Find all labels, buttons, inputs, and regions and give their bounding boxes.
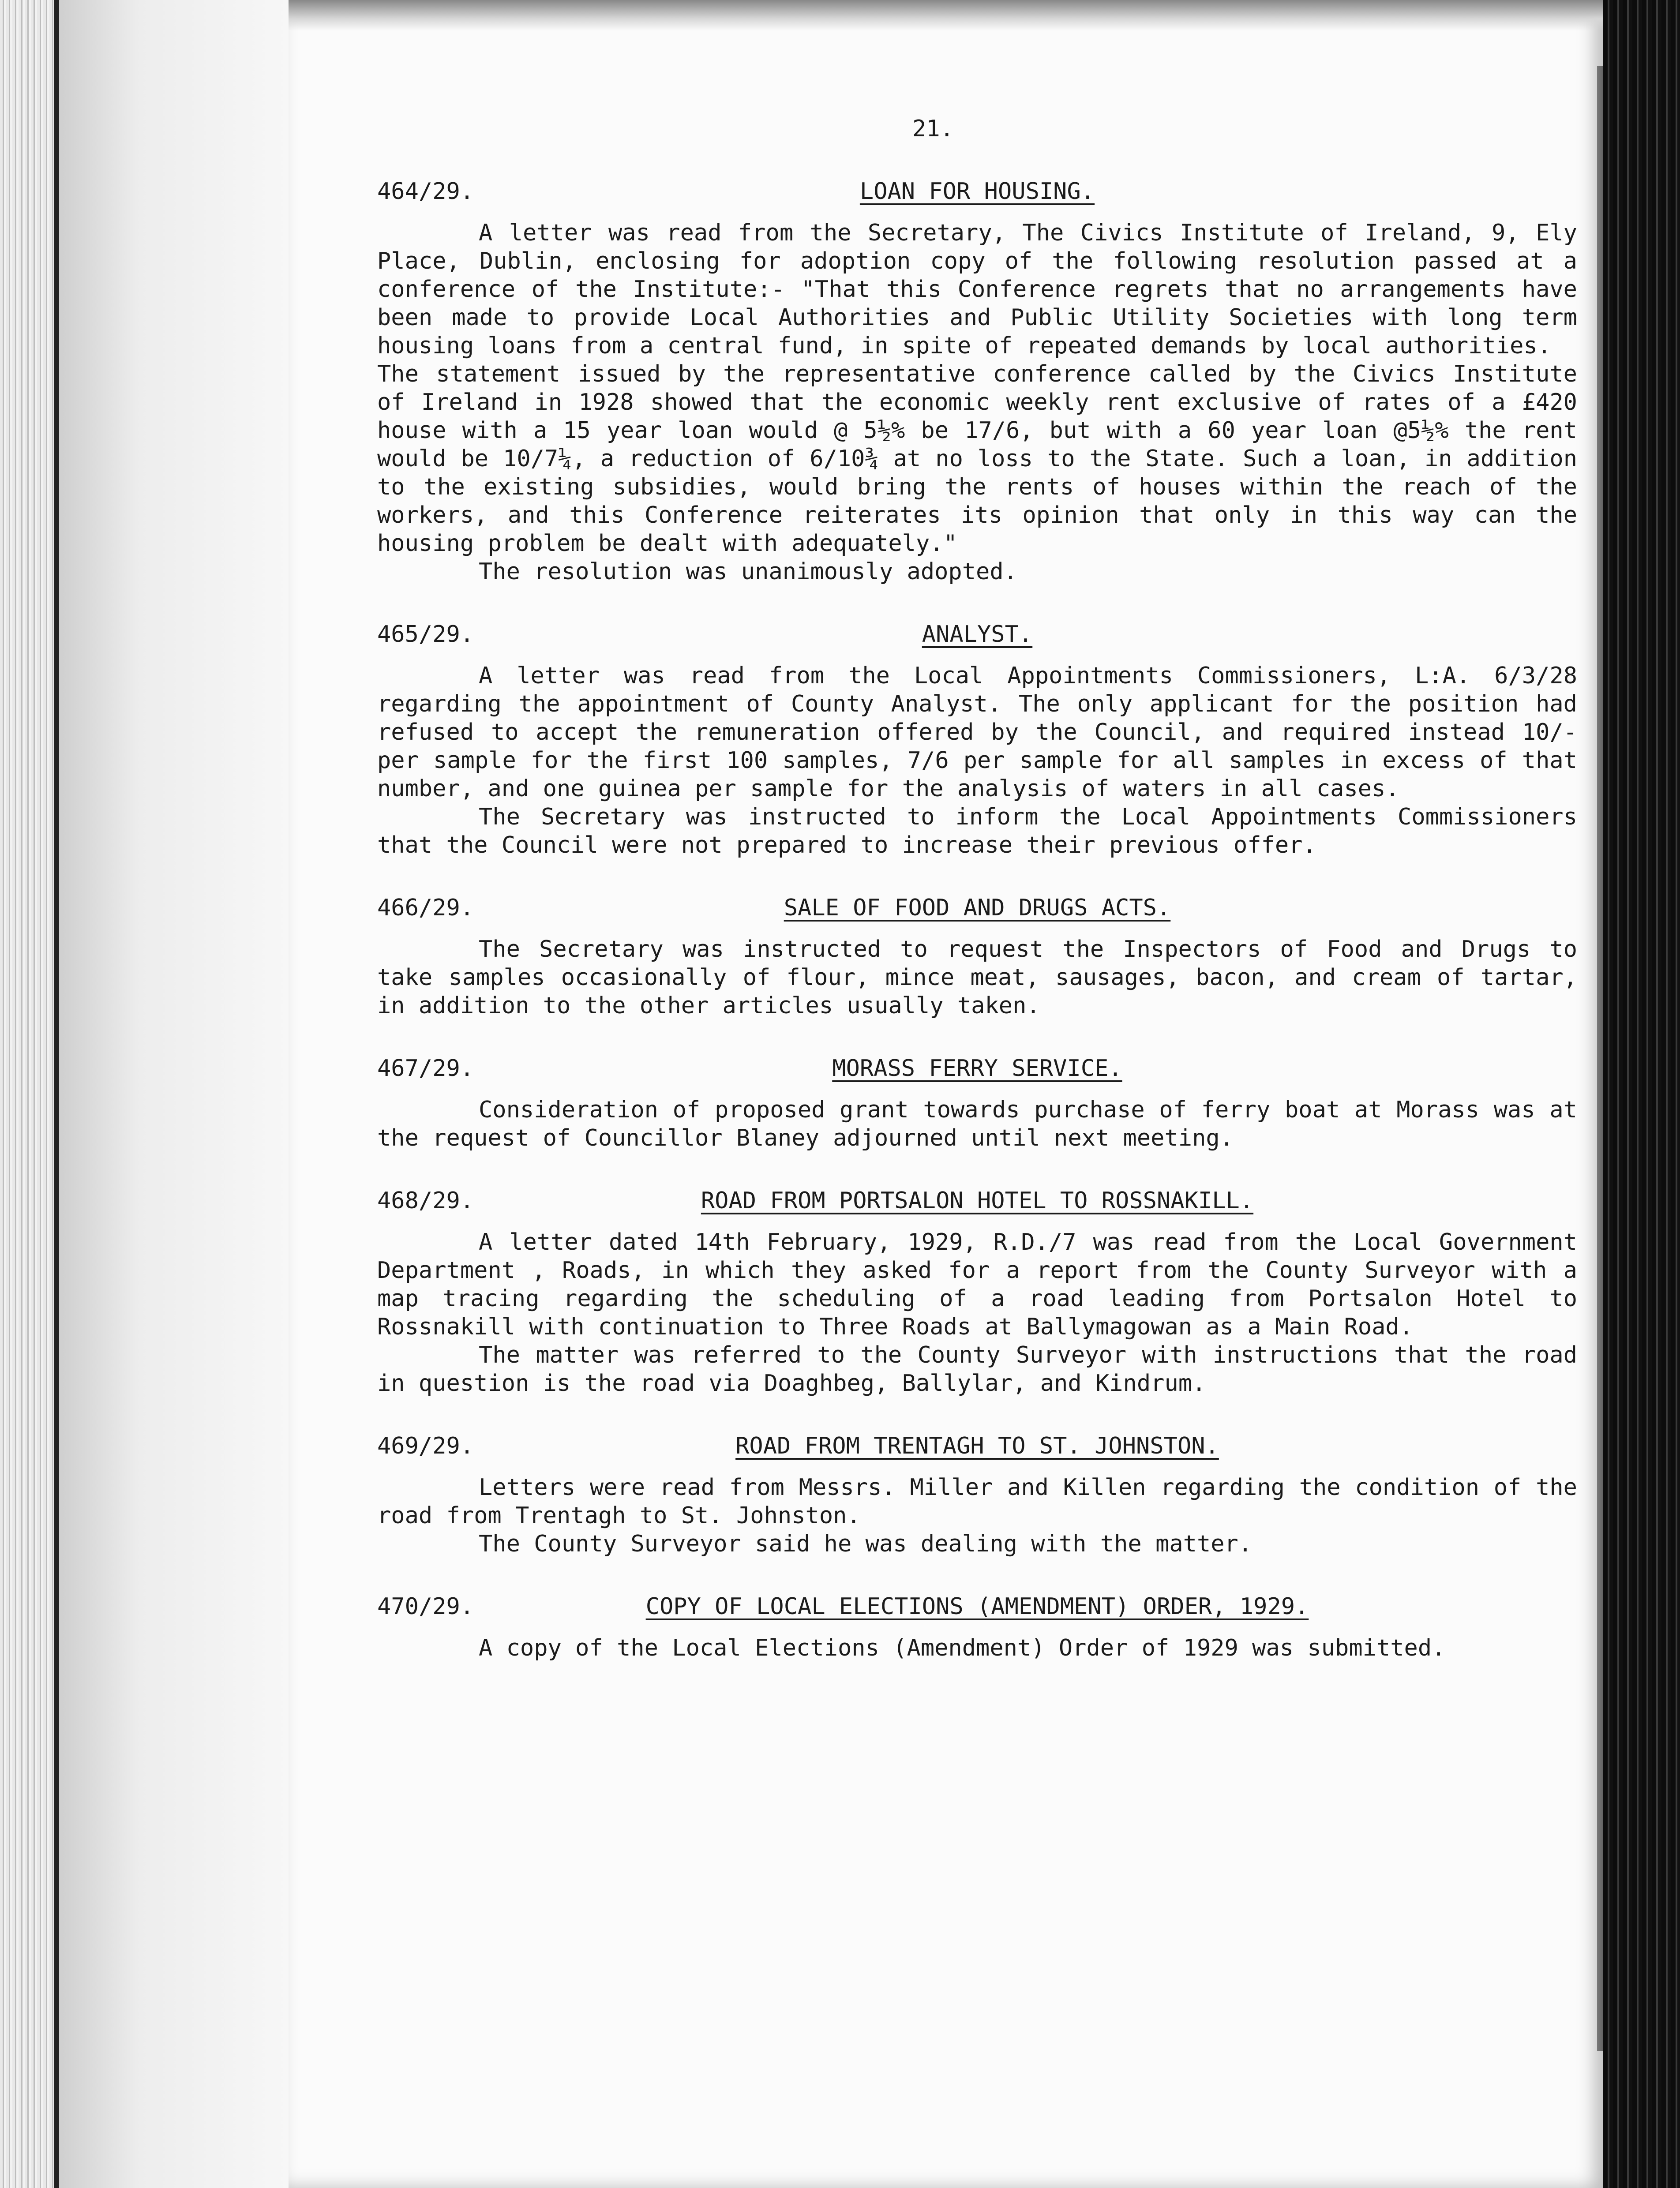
item-title: LOAN FOR HOUSING.	[859, 178, 1095, 205]
item-paragraph: The Secretary was instructed to inform the Local Appointments Commissioners that the Council were not prepared to increase their previous offer.	[377, 804, 1577, 858]
item-number: 465/29.	[377, 621, 474, 648]
item-title: SALE OF FOOD AND DRUGS ACTS.	[784, 895, 1171, 921]
item-paragraph: The matter was referred to the County Surveyor with instructions that the road in question is the road via Doaghbeg, Ballylar, and Kindrum.	[377, 1342, 1577, 1397]
binding-gutter	[59, 0, 289, 2188]
item-paragraph: The Secretary was instructed to request the Inspectors of Food and Drugs to take samples occasionally of flour, mince meat, sausages, bacon, and cream of tartar, in addition to the other articles usually taken.	[377, 936, 1577, 1019]
scan-left-edge	[0, 0, 57, 2188]
minutes-content	[377, 115, 1577, 1662]
item-paragraph: The County Surveyor said he was dealing with the matter.	[479, 1531, 1252, 1557]
item-number: 467/29.	[377, 1055, 474, 1082]
item-paragraph: The resolution was unanimously adopted.	[479, 558, 1017, 585]
item-heading	[377, 177, 1577, 206]
page-top-shadow	[289, 0, 1603, 31]
item-paragraph: A copy of the Local Elections (Amendment) Order of 1929 was submitted.	[479, 1635, 1446, 1661]
minute-item-467	[377, 1054, 1577, 1152]
item-title: ANALYST.	[922, 621, 1033, 648]
page-number: 21.	[912, 116, 954, 142]
item-heading	[377, 1054, 1577, 1083]
item-paragraph: The statement issued by the representative conference called by the Civics Institute of Ireland in 1928 showed that the economic weekly rent exclusive of rates of a £420 house with a 15 year loan would @ 5½% be 17/6, but with a 60 year loan @5½% the rent would be 10/7¼, a reduction of 6/10¾ at no loss to the State. Such a loan, in addition to the existing subsidies, would bring the rents of houses within the reach of the workers, and this Conference reiterates its opinion that only in this way can the housing problem be dealt with adequately."	[377, 361, 1577, 557]
item-heading	[377, 620, 1577, 648]
item-heading	[377, 1432, 1577, 1460]
minute-item-464	[377, 177, 1577, 586]
minute-item-469	[377, 1432, 1577, 1558]
minute-item-468	[377, 1187, 1577, 1397]
item-title: MORASS FERRY SERVICE.	[832, 1055, 1122, 1082]
item-title: ROAD FROM PORTSALON HOTEL TO ROSSNAKILL.	[701, 1188, 1254, 1214]
item-paragraph: Letters were read from Messrs. Miller and Killen regarding the condition of the road from Trentagh to St. Johnston.	[377, 1474, 1577, 1529]
item-number: 464/29.	[377, 178, 474, 205]
minute-item-465	[377, 620, 1577, 859]
item-title: COPY OF LOCAL ELECTIONS (AMENDMENT) ORDER, 1929.	[645, 1593, 1309, 1620]
item-number: 470/29.	[377, 1593, 474, 1620]
item-number: 468/29.	[377, 1188, 474, 1214]
item-heading	[377, 1592, 1577, 1621]
item-paragraph: A letter was read from the Secretary, The Civics Institute of Ireland, 9, Ely Place, Dublin, enclosing for adoption copy of the following resolution passed at a conference of the Institute:- "That this Conference regrets that no arrangements have been made to provide Local Authorities and Public Utility Societies with long term housing loans from a central fund, in spite of repeated demands by local authorities.	[377, 220, 1577, 359]
item-number: 466/29.	[377, 895, 474, 921]
item-paragraph: Consideration of proposed grant towards purchase of ferry boat at Morass was at the request of Councillor Blaney adjourned until next meeting.	[377, 1097, 1577, 1151]
minute-item-470	[377, 1592, 1577, 1662]
scan-binding-line	[54, 0, 59, 2188]
item-title: ROAD FROM TRENTAGH TO ST. JOHNSTON.	[735, 1433, 1219, 1459]
item-heading	[377, 894, 1577, 922]
item-heading	[377, 1187, 1577, 1215]
scan-right-edge	[1603, 0, 1680, 2188]
item-paragraph: A letter was read from the Local Appointments Commissioners, L:A. 6/3/28 regarding the appointment of County Analyst. The only applicant for the position had refused to accept the remuneration offered by the Council, and required instead 10/- per sample for the first 100 samples, 7/6 per sample for all samples in excess of that number, and one guinea per sample for the analysis of waters in all cases.	[377, 663, 1577, 802]
item-number: 469/29.	[377, 1433, 474, 1459]
item-paragraph: A letter dated 14th February, 1929, R.D./7 was read from the Local Government Department , Roads, in which they asked for a report from the County Surveyor with a map tracing regarding the scheduling of a road leading from Portsalon Hotel to Rossnakill with continuation to Three Roads at Ballymagowan as a Main Road.	[377, 1229, 1577, 1340]
minute-item-466	[377, 894, 1577, 1020]
